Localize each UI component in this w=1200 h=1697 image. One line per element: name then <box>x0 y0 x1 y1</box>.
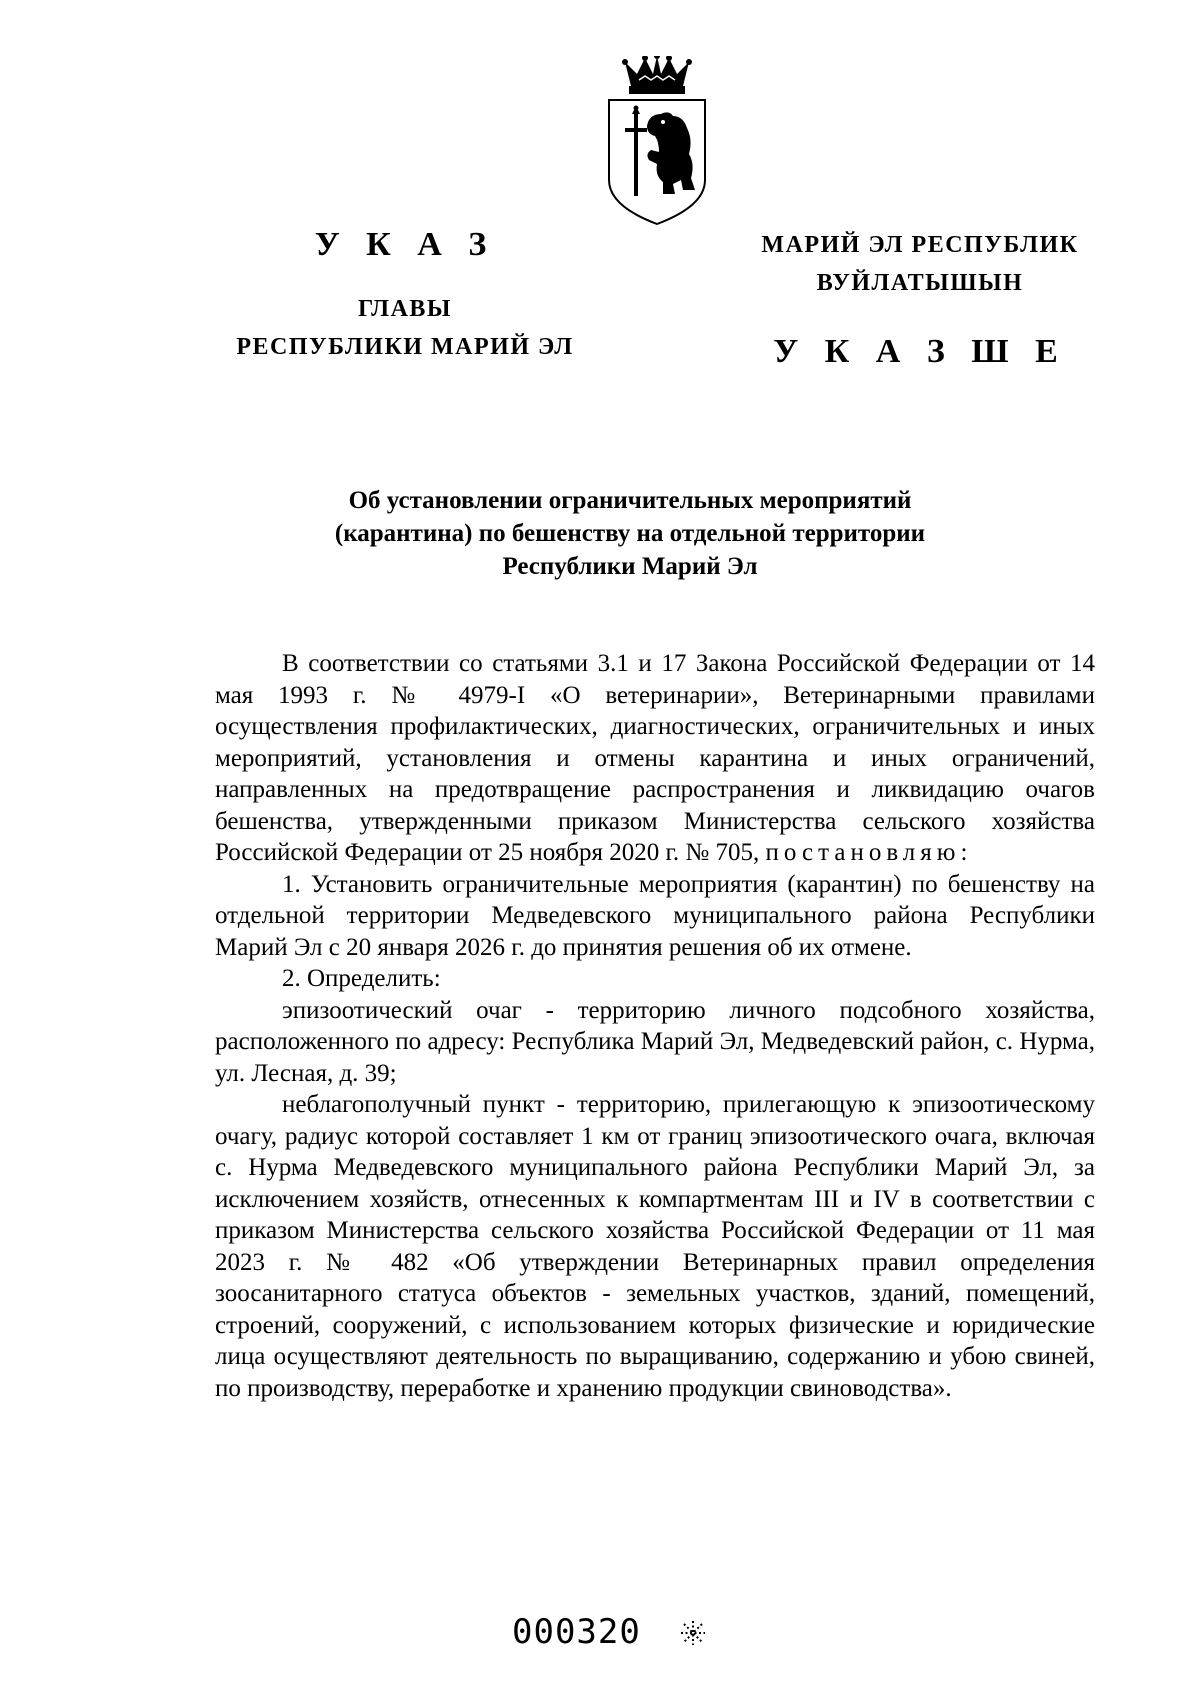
document-serial-number: 000320 <box>512 1612 641 1652</box>
preamble-paragraph <box>215 648 1095 869</box>
issuer-line-1-mari: МАРИЙ ЭЛ РЕСПУБЛИК <box>761 232 1079 258</box>
issuer-line-2-mari: ВУЙЛАТЫШЫН <box>816 270 1024 296</box>
preamble-text: В соответствии со статьями 3.1 и 17 Закона Российской Федерации от 14 мая 1993 г. № 4979-I «О ветеринарии», Ветеринарными правилами осуществления профилактических, диагностических, ограничительных и иных мероприятий, установления и отмены карантина и иных ограничений, направленных на предотвращение распространения и ликвидацию очагов бешенства, утвержденными приказом Министерства сельского хозяйства Российской Федерации от 25 ноября 2020 г. № 705, <box>215 650 1095 866</box>
item-2-paragraph: 2. Определить: <box>282 965 441 992</box>
decree-title-mari: У К А З Ш Е <box>773 333 1067 370</box>
document-title <box>240 484 1020 583</box>
issuer-line-2-ru: РЕСПУБЛИКИ МАРИЙ ЭЛ <box>236 334 574 360</box>
star-mark-icon <box>680 1620 706 1646</box>
title-line: Республики Марий Эл <box>502 553 758 580</box>
decree-title-ru: У К А З <box>314 226 496 263</box>
title-line: Об установлении ограничительных мероприятий <box>348 487 912 514</box>
epizootic-focus-paragraph: эпизоотический очаг - территорию личного подсобного хозяйства, расположенного по адресу: Республика Марий Эл, Медведевский район, с. Нурма, ул. Лесная, д. 39; <box>215 996 1095 1087</box>
decree-word: постановляю: <box>765 839 973 866</box>
issuer-line-1-ru: ГЛАВЫ <box>358 296 452 322</box>
crown-icon <box>622 56 692 94</box>
document-body <box>215 648 1095 1404</box>
unfavorable-point-paragraph: неблагополучный пункт - территорию, прилегающую к эпизоотическому очагу, радиус которой составляет 1 км от границ эпизоотического очага, включая с. Нурма Медведевского муниципального района Республики Марий Эл, за исключением хозяйств, отнесенных к компартментам III и IV в соответствии с приказом Министерства сельского хозяйства Российской Федерации от 11 мая 2023 г. № 482 «Об утверждении Ветеринарных правил определения зоосанитарного статуса объектов - земельных участков, зданий, помещений, строений, сооружений, с использованием которых физические и юридические лица осуществляют деятельность по выращиванию, содержанию и убою свиней, по производству, переработке и хранению продукции свиноводства». <box>215 1091 1095 1402</box>
title-line: (карантина) по бешенству на отдельной территории <box>334 520 926 547</box>
coat-of-arms-emblem <box>603 56 711 228</box>
item-1-paragraph: 1. Установить ограничительные мероприятия (карантин) по бешенству на отдельной территории Медведевского муниципального района Республики Марий Эл с 20 января 2026 г. до принятия решения об их отмене. <box>215 870 1095 961</box>
